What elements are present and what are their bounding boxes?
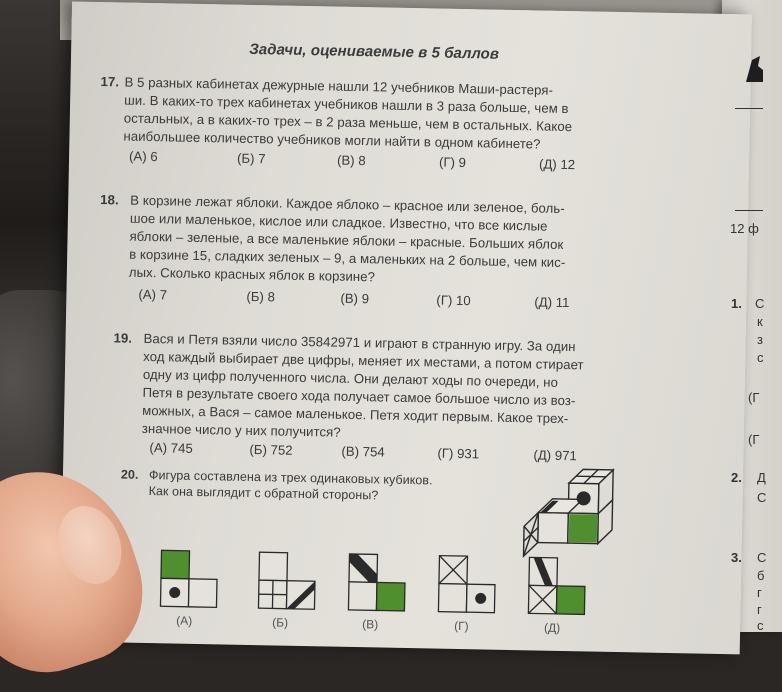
problem-19-option-c: (В) 754 xyxy=(341,443,385,460)
answer-figure-a xyxy=(156,548,227,611)
answer-label-d: (Г) xyxy=(454,618,469,634)
right-item-1-number: 1. xyxy=(731,296,742,311)
problem-19-option-a: (А) 745 xyxy=(149,440,193,456)
right-item-3-number: 3. xyxy=(731,550,742,565)
problem-18-line-4: в корзине 15, сладких зеленых – 9, а маленьких на 2 больше, чем кис- xyxy=(129,246,566,270)
problem-17-option-a: (А) 6 xyxy=(128,148,158,165)
answer-label-a: (А) xyxy=(176,613,193,628)
right-item-3-line-3: г xyxy=(757,585,762,600)
right-item-1-line-4: с xyxy=(757,350,764,365)
problem-17-number: 17. xyxy=(100,74,120,90)
problem-17-line-1: В 5 разных кабинетах дежурные нашли 12 учебников Маши-растеря- xyxy=(124,74,554,98)
problem-17-line-4: наибольшее количество учебников могли найти в одном кабинете? xyxy=(123,128,541,152)
problem-18-line-3: яблоки – зеленые, а все маленькие яблоки – красные. Больших яблок xyxy=(129,228,564,252)
problem-19-line-5: можных, а Вася – самое маленькое. Петя ходит первым. Какое трех- xyxy=(142,402,569,427)
problem-18-option-d: (Г) 10 xyxy=(436,292,471,309)
problem-18-option-e: (Д) 11 xyxy=(534,294,570,311)
right-page-header: 12 ф xyxy=(730,221,759,236)
problem-17-option-d: (Г) 9 xyxy=(438,154,467,171)
problem-19-option-e: (Д) 971 xyxy=(533,447,577,464)
right-item-1-line-2: к xyxy=(757,314,763,329)
problem-19-line-6: значное число у них получится? xyxy=(141,420,341,440)
problem-18-number: 18. xyxy=(100,192,119,208)
problem-19-option-d: (Г) 931 xyxy=(437,445,480,462)
right-item-2-number: 2. xyxy=(731,470,742,485)
answer-figure-d xyxy=(434,554,505,617)
problem-18-line-5: лых. Сколько красных яблок в корзине? xyxy=(128,264,376,285)
problem-18-option-a: (А) 7 xyxy=(138,286,168,303)
problem-17-line-3: остальных, а в каких-то трех – в 2 раза меньше, чем в остальных. Какое xyxy=(123,110,573,135)
answer-figure-c xyxy=(344,552,415,615)
right-item-3-line-4: г xyxy=(757,602,762,617)
problem-17-option-c: (В) 8 xyxy=(336,152,366,169)
right-page-option-2: (Г xyxy=(748,432,760,447)
answer-label-c: (В) xyxy=(362,617,379,632)
section-heading: Задачи, оцениваемые в 5 баллов xyxy=(249,40,500,63)
right-item-1-line-3: з xyxy=(757,332,763,347)
answer-label-e: (Д) xyxy=(543,620,561,635)
problem-20-line-1: Фигура составлена из трех одинаковых кубиков. xyxy=(148,468,433,488)
answer-label-b: (Б) xyxy=(272,615,289,630)
problem-18-option-c: (В) 9 xyxy=(340,290,370,307)
right-item-1-line-1: С xyxy=(755,296,765,311)
worksheet-page xyxy=(60,1,752,654)
answer-figure-b xyxy=(254,550,325,613)
right-page-rule-2 xyxy=(735,210,763,211)
problem-20-number: 20. xyxy=(120,467,139,482)
problem-19-option-b: (Б) 752 xyxy=(249,441,293,458)
problem-19-line-4: Петя в результате своего хода получает самое большое число из воз- xyxy=(142,384,576,409)
right-item-3-line-1: С xyxy=(757,550,767,565)
problem-18-line-1: В корзине лежат яблоки. Каждое яблоко – красное или зеленое, боль- xyxy=(130,192,565,216)
problem-19-line-2: ход каждый выбирает две цифры, меняет их местами, а потом стирает xyxy=(143,348,584,373)
right-page-rule xyxy=(735,108,763,109)
right-item-3-line-2: б xyxy=(757,568,765,583)
right-item-2-line-2: С xyxy=(757,490,767,505)
right-page-logo-fragment xyxy=(742,52,763,88)
right-page-option-1: (Г xyxy=(748,390,760,405)
problem-17-option-e: (Д) 12 xyxy=(538,156,576,173)
problem-18-option-b: (Б) 8 xyxy=(246,288,276,305)
problem-20-line-2: Как она выглядит с обратной стороны? xyxy=(148,484,379,503)
problem-19-line-3: одну из цифр полученного числа. Они делают ходы по очереди, но xyxy=(142,366,559,390)
right-item-2-line-1: Д xyxy=(757,470,766,485)
problem-19-number: 19. xyxy=(113,330,133,346)
problem-18-line-2: шое или маленькое, кислое или сладкое. Известно, что все кислые xyxy=(129,210,548,234)
right-item-3-line-5: с xyxy=(757,618,764,633)
problem-17-line-2: ши. В каких-то трех кабинетах учебников нашли в 3 раза больше, чем в xyxy=(124,92,569,117)
answer-figure-e xyxy=(524,555,595,618)
problem-19-line-1: Вася и Петя взяли число 35842971 и играют в странную игру. За один xyxy=(143,330,576,355)
problem-17-option-b: (Б) 7 xyxy=(236,150,266,167)
